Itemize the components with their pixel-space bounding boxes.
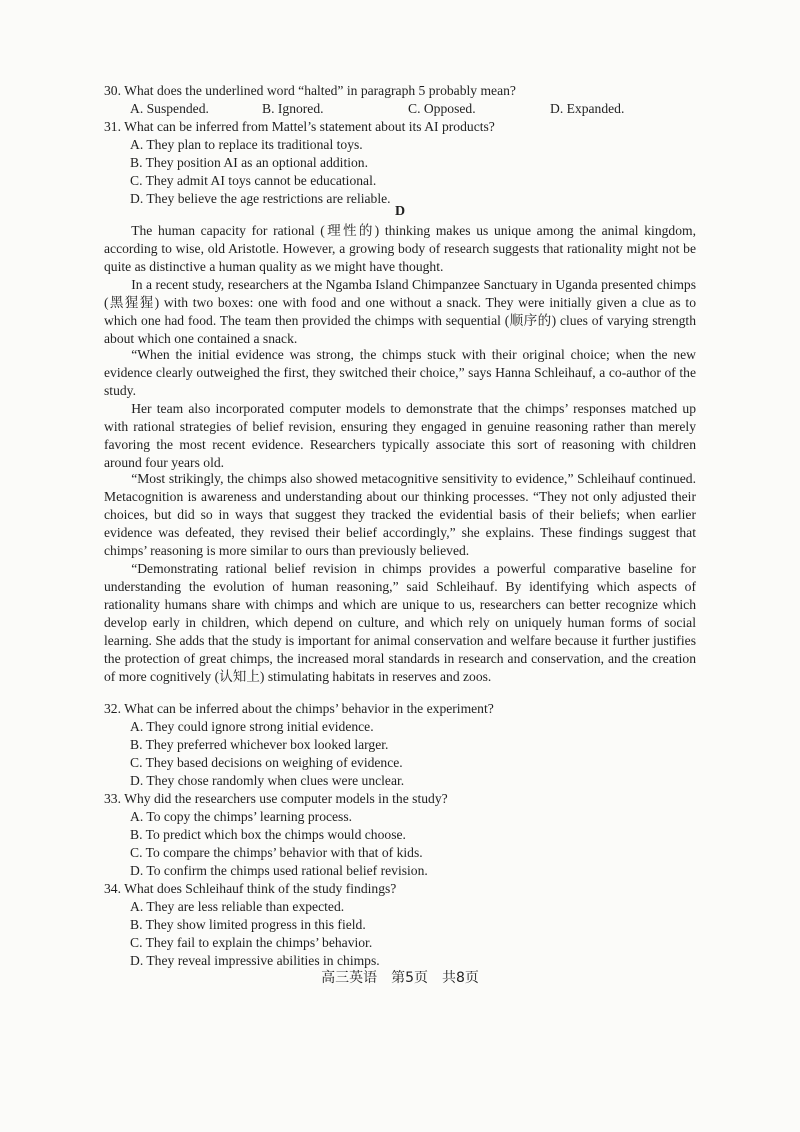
passage-paragraph-6: “Demonstrating rational belief revision in chimps provides a powerful comparative baseline for understanding the evolution of human reasoning,” said Schleihauf. By identifying which aspects of rationality humans share with chimps and which are unique to us, researchers can better recognize which develop early in children, which depend on culture, and which rely on uniquely human forms of social learning. She adds that the study is important for animal conservation and welfare because it further justifies the protection of great chimps, the increased moral standards in research and conservation, and the creation of more cognitively (认知上) stimulating habitats in reserves and zoos.: [104, 561, 696, 684]
option-a: A. They are less reliable than expected.: [130, 899, 345, 914]
passage-paragraph-5: “Most strikingly, the chimps also showed metacognitive sensitivity to evidence,” Schleihauf continued. Metacognition is awareness and understanding about our thinking processes. “They not only adjusted their choices, but did so in ways that suggest they tracked the evidential basis of their beliefs; when earlier evidence was defeated, they revised their belief accordingly,” she explains. These findings suggest that chimps’ reasoning is more similar to ours than previously believed.: [104, 471, 696, 558]
question-34-stem: 34. What does Schleihauf think of the study findings?: [104, 881, 397, 896]
option-b: B. They preferred whichever box looked larger.: [130, 737, 389, 752]
option-b: B. They show limited progress in this field.: [130, 917, 366, 932]
option-d: D. They reveal impressive abilities in chimps.: [130, 953, 380, 968]
option-a: A. They plan to replace its traditional toys.: [130, 137, 363, 152]
option-a: A. To copy the chimps’ learning process.: [130, 809, 353, 824]
section-heading: D: [394, 204, 406, 219]
option-a: A. Suspended.: [130, 101, 209, 116]
option-b: B. They position AI as an optional addition.: [130, 155, 368, 170]
passage-paragraph-4: Her team also incorporated computer models to demonstrate that the chimps’ responses matched up with rational strategies of belief revision, ensuring they engaged in genuine reasoning rather than merely favoring the most recent evidence. Researchers typically associate this sort of reasoning with children around four years old.: [104, 401, 696, 470]
option-c: C. They admit AI toys cannot be educational.: [130, 173, 377, 188]
option-b: B. To predict which box the chimps would choose.: [130, 827, 406, 842]
option-b: B. Ignored.: [262, 101, 324, 116]
option-d: D. They believe the age restrictions are reliable.: [130, 191, 391, 206]
option-d: D. They chose randomly when clues were unclear.: [130, 773, 405, 788]
option-c: C. They fail to explain the chimps’ behavior.: [130, 935, 373, 950]
option-d: D. Expanded.: [550, 101, 625, 116]
option-a: A. They could ignore strong initial evidence.: [130, 719, 374, 734]
option-d: D. To confirm the chimps used rational belief revision.: [130, 863, 428, 878]
question-30-stem: 30. What does the underlined word “halted” in paragraph 5 probably mean?: [104, 83, 516, 98]
question-33-stem: 33. Why did the researchers use computer models in the study?: [104, 791, 448, 806]
passage-paragraph-3: “When the initial evidence was strong, the chimps stuck with their original choice; when the new evidence clearly outweighed the first, they switched their choice,” says Hanna Schleihauf, a co-author of the study.: [104, 347, 696, 398]
question-32-stem: 32. What can be inferred about the chimps’ behavior in the experiment?: [104, 701, 494, 716]
page-footer: 高三英语 第5页 共8页: [321, 970, 479, 986]
option-c: C. They based decisions on weighing of evidence.: [130, 755, 403, 770]
question-31-stem: 31. What can be inferred from Mattel’s statement about its AI products?: [104, 119, 495, 134]
option-c: C. To compare the chimps’ behavior with that of kids.: [130, 845, 423, 860]
passage-paragraph-2: In a recent study, researchers at the Ngamba Island Chimpanzee Sanctuary in Uganda presented chimps (黑猩猩) with two boxes: one with food and one without a snack. They were initially given a clue as to which one had food. The team then provided the chimps with sequential (顺序的) clues of varying strength about which one contained a snack.: [104, 277, 696, 346]
passage-paragraph-1: The human capacity for rational (理性的) thinking makes us unique among the animal kingdom, according to wise, old Aristotle. However, a growing body of research suggests that rationality might not be quite as distinctive a human quality as we might have thought.: [104, 223, 696, 274]
option-c: C. Opposed.: [408, 101, 476, 116]
question-30-options: [130, 100, 710, 118]
